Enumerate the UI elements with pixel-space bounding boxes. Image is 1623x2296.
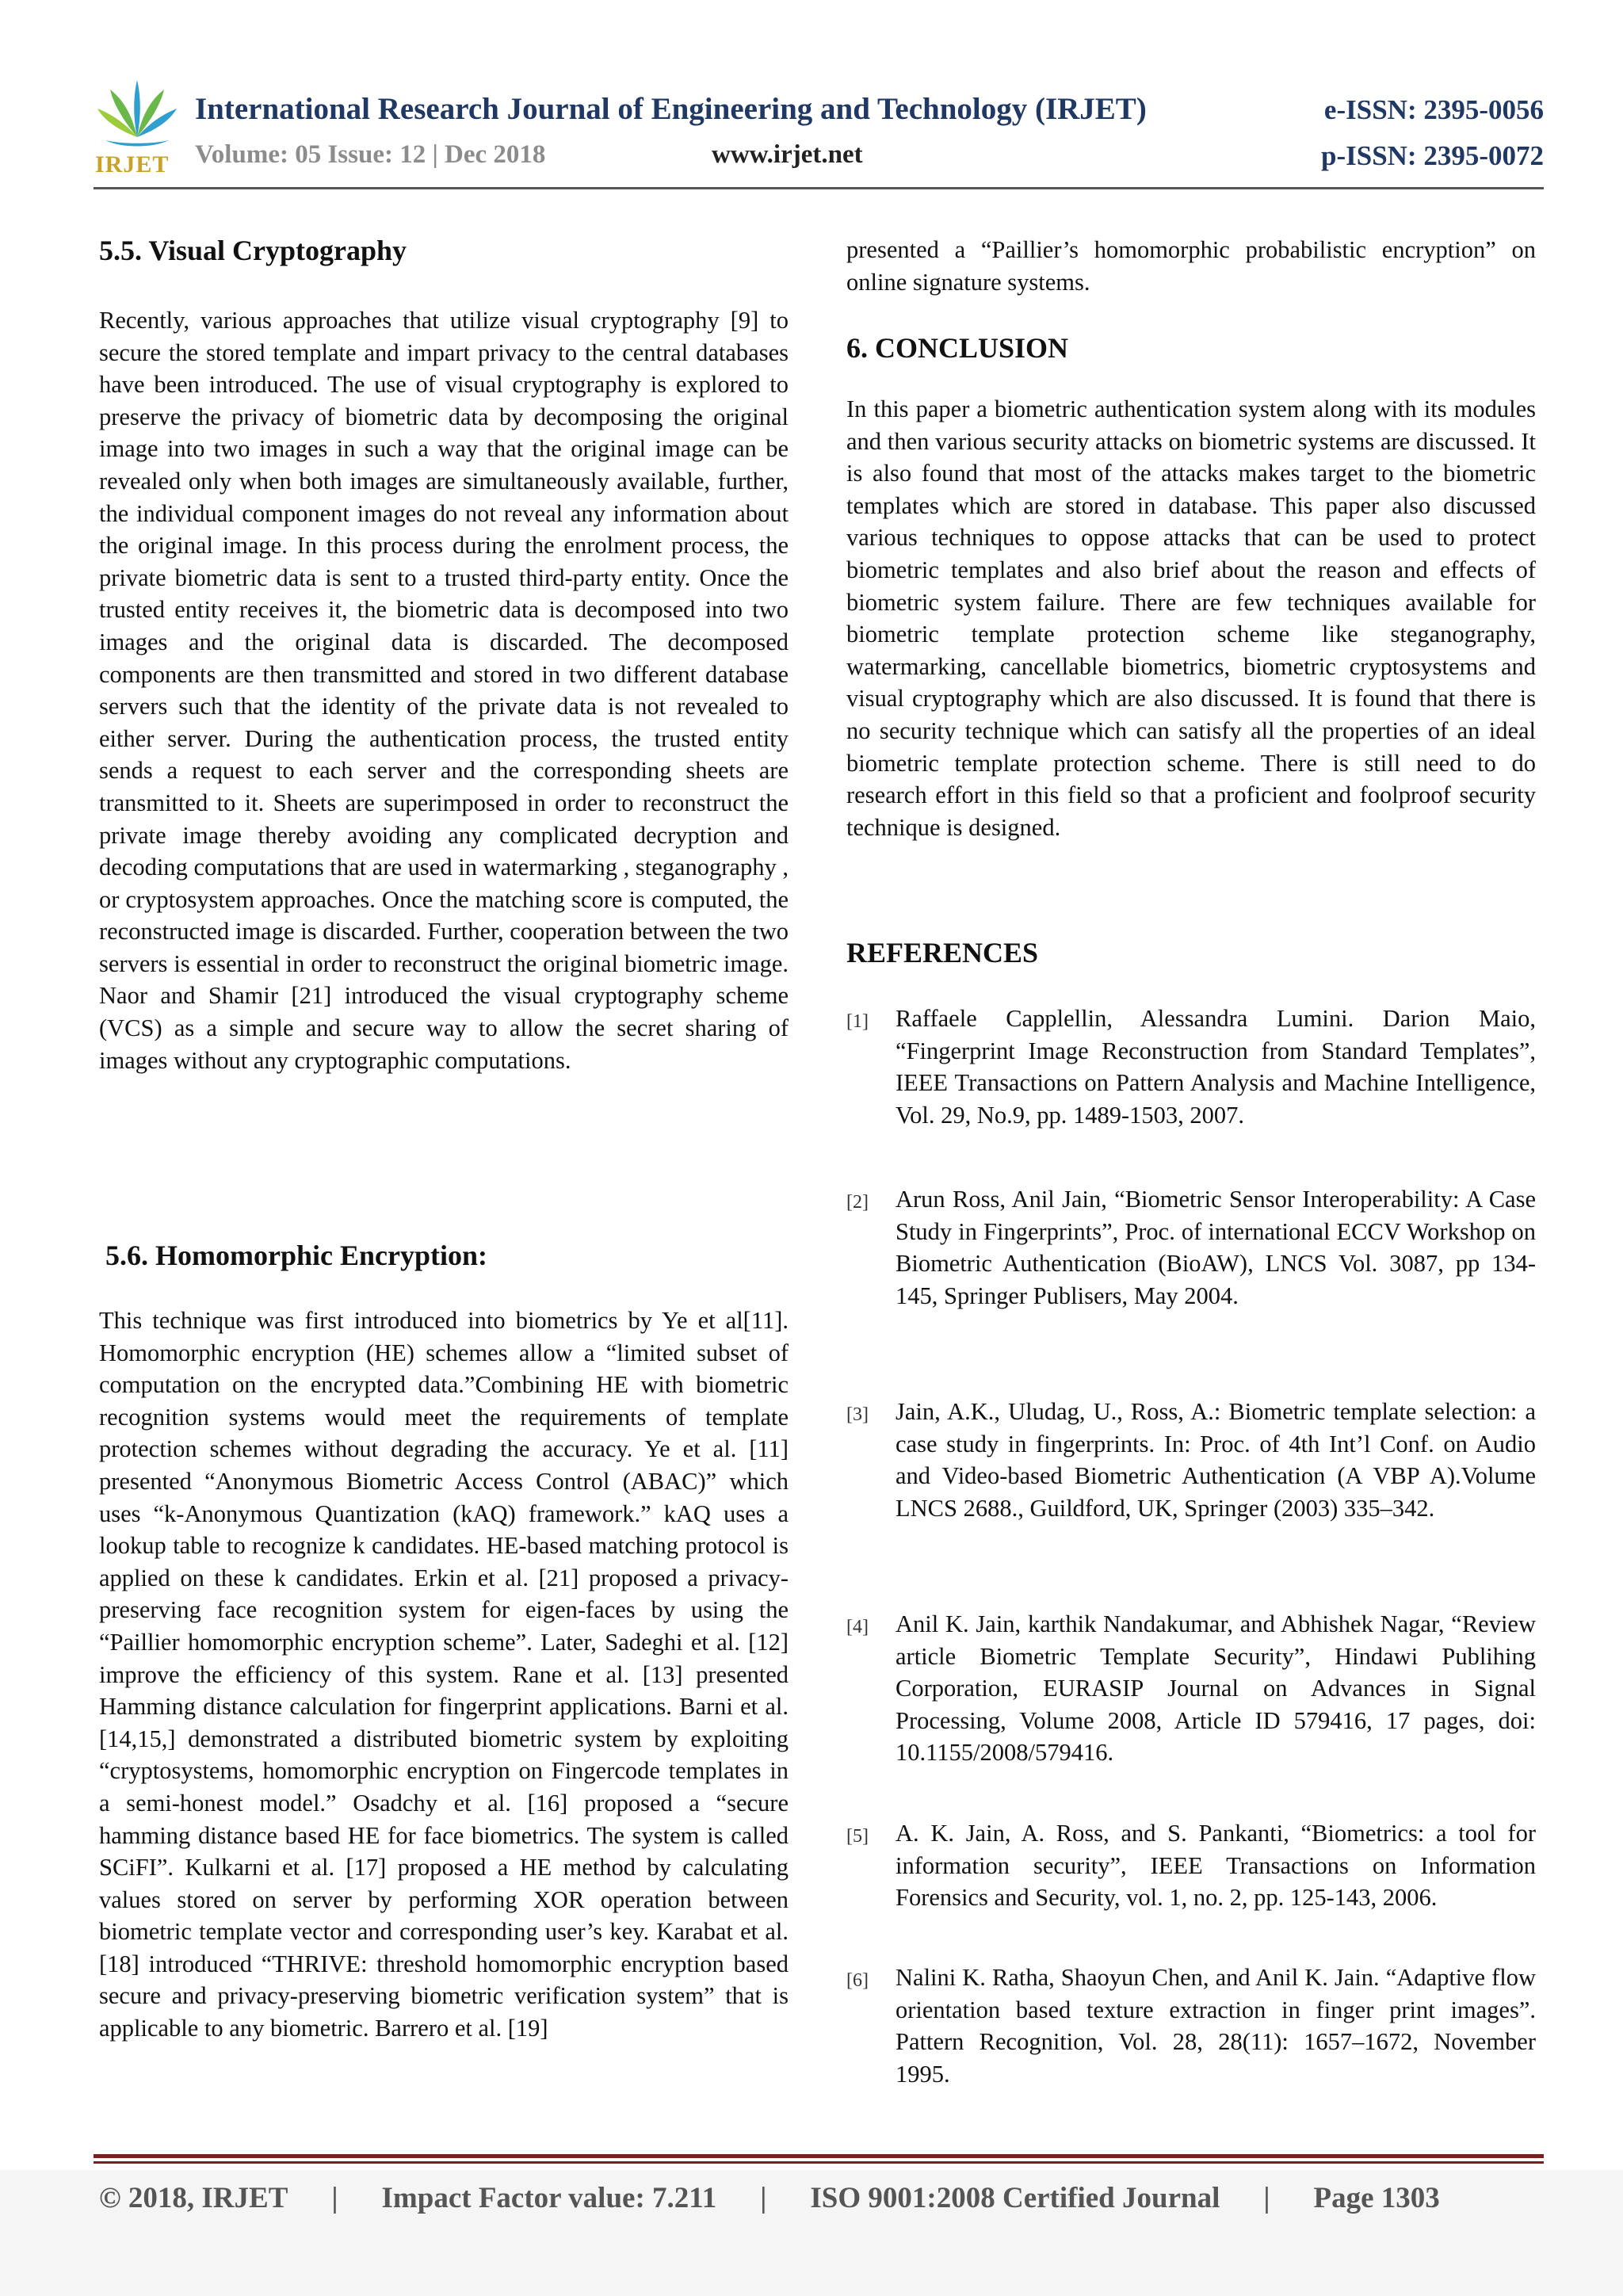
paragraph-continued: presented a “Paillier’s homomorphic probabilistic encryption” on online signature systems. [846,236,1536,296]
reference-number: [3] [846,1404,869,1425]
reference-text: A. K. Jain, A. Ross, and S. Pankanti, “Biometrics: a tool for information security”, IEEE Transactions on Information Forensics and Security, vol. 1, no. 2, pp. 125-143, 2006. [896,1820,1536,1912]
page-header [94,75,1544,186]
footer-separator: | [1263,2182,1270,2214]
reference-item [846,1396,1536,1524]
reference-item [846,1183,1536,1312]
reference-number: [4] [846,1617,869,1637]
footer-text [99,2181,1440,2215]
footer-separator: | [760,2182,767,2214]
paragraph-conclusion: In this paper a biometric authentication system along with its modules and then various security attacks on biometric systems are discussed. It is also found that most of the attacks makes target to the biometric templates which are stored in database. This paper also discussed various techniques to oppose attacks that can be used to protect biometric templates and also brief about the reason and effects of biometric system failure. There are few techniques available for biometric template protection scheme like steganography, watermarking, cancellable biometrics, biometric cryptosystems and visual cryptography which are also discussed. It is found that there is no security technique which can satisfy all the properties of an ideal biometric template protection scheme. There is still need to do research effort in this field so that a proficient and foolproof security technique is designed. [846,395,1536,841]
reference-number: [2] [846,1192,869,1213]
reference-item [846,1817,1536,1914]
reference-item [846,1003,1536,1131]
journal-title: International Research Journal of Engineering and Technology (IRJET) [195,92,1147,126]
header-divider [94,187,1544,189]
section-heading-visual-cryptography: 5.5. Visual Cryptography [99,235,407,266]
footer-divider-thick [94,2154,1544,2158]
reference-number: [1] [846,1011,869,1032]
paragraph-homomorphic-encryption: This technique was first introduced into biometrics by Ye et al[11]. Homomorphic encryption (HE) schemes allow a “limited subset of computation on the encrypted data.”Combining HE with biometric recognition systems would meet the requirements of template protection schemes without degrading the accuracy. Ye et al. [11] presented “Anonymous Biometric Access Control (ABAC)” which uses “k-Anonymous Quantization (kAQ) framework.” kAQ uses a lookup table to recognize k candidates. HE-based matching protocol is applied on these k candidates. Erkin et al. [21] proposed a privacy-preserving face recognition system for eigen-faces by using the “Paillier homomorphic encryption scheme”. Later, Sadeghi et al. [12] improve the efficiency of this system. Rane et al. [13] presented Hamming distance calculation for fingerprint applications. Barni et al. [14,15,] demonstrated a distributed biometric system by exploiting “cryptosystems, homomorphic encryption on Fingercode templates in a semi-honest model.” Osadchy et al. [16] proposed a “secure hamming distance based HE for face biometrics. The system is called SCiFI”. Kulkarni et al. [17] proposed a HE method by calculating values stored on server by performing XOR operation between biometric template vector and corresponding user’s key. Karabat et al. [18] introduced “THRIVE: threshold homomorphic encryption based secure and privacy-preserving biometric verification system” that is applicable to any biometric. Barrero et al. [19] [99,1307,789,2042]
footer-impact-factor: Impact Factor value: 7.211 [381,2182,717,2214]
page-footer [0,2170,1623,2296]
reference-item [846,1962,1536,2090]
volume-issue: Volume: 05 Issue: 12 | Dec 2018 [195,140,546,169]
section-heading-homomorphic-encryption: 5.6. Homomorphic Encryption: [105,1240,487,1271]
reference-text: Nalini K. Ratha, Shaoyun Chen, and Anil K. Jain. “Adaptive flow orientation based texture extraction in finger print images”. Pattern Recognition, Vol. 28, 28(11): 1657–1672, November 1995. [896,1964,1536,2088]
reference-item [846,1608,1536,1769]
footer-copyright: © 2018, IRJET [99,2182,288,2214]
reference-number: [6] [846,1970,869,1991]
logo-text: IRJET [95,151,170,178]
footer-divider-thin [94,2161,1544,2164]
section-heading-conclusion: 6. CONCLUSION [846,332,1069,364]
paragraph-visual-cryptography: Recently, various approaches that utilize visual cryptography [9] to secure the stored template and impart privacy to the central databases have been introduced. The use of visual cryptography is explored to preserve the privacy of biometric data by decomposing the original image into two images in such a way that the original image can be revealed only when both images are simultaneously available, further, the individual component images do not reveal any information about the original image. In this process during the enrolment process, the private biometric data is sent to a trusted third-party entity. Once the trusted entity receives it, the biometric data is decomposed into two images and the original data is discarded. The decomposed components are then transmitted and stored in two different database servers such that the identity of the private data is not revealed to either server. During the authentication process, the trusted entity sends a request to each server and the corresponding sheets are transmitted to it. Sheets are superimposed in order to reconstruct the private image thereby avoiding any complicated decryption and decoding computations that are used in watermarking , steganography , or cryptosystem approaches. Once the matching score is computed, the reconstructed image is discarded. Further, cooperation between the two servers is essential in order to reconstruct the original biometric image. Naor and Shamir [21] introduced the visual cryptography scheme (VCS) as a simple and secure way to allow the secret sharing of images without any cryptographic computations. [99,307,789,1074]
reference-text: Arun Ross, Anil Jain, “Biometric Sensor Interoperability: A Case Study in Fingerprints”, Proc. of international ECCV Workshop on Biometric Authentication (BioAW), LNCS Vol. 3087, pp 134-145, Springer Publisers, May 2004. [896,1186,1536,1309]
reference-text: Jain, A.K., Uludag, U., Ross, A.: Biometric template selection: a case study in fingerprints. In: Proc. of 4th Int’l Conf. on Audio and Video-based Biometric Authentication (A VBP A).Volume LNCS 2688., Guildford, UK, Springer (2003) 335–342. [896,1398,1536,1522]
footer-page-number: Page 1303 [1313,2182,1440,2214]
website-link[interactable]: www.irjet.net [712,140,863,169]
reference-number: [5] [846,1826,869,1847]
footer-separator: | [331,2182,338,2214]
reference-text: Raffaele Capplellin, Alessandra Lumini. Darion Maio, “Fingerprint Image Reconstruction from Standard Templates”, IEEE Transactions on Pattern Analysis and Machine Intelligence, Vol. 29, No.9, pp. 1489-1503, 2007. [896,1005,1536,1129]
reference-text: Anil K. Jain, karthik Nandakumar, and Abhishek Nagar, “Review article Biometric Template Security”, Hindawi Publihing Corporation, EURASIP Journal on Advances in Signal Processing, Volume 2008, Article ID 579416, 17 pages, doi: 10.1155/2008/579416. [896,1610,1536,1767]
section-heading-references: REFERENCES [846,937,1039,968]
e-issn: e-ISSN: 2395-0056 [1323,94,1544,125]
footer-iso: ISO 9001:2008 Certified Journal [810,2182,1220,2214]
p-issn: p-ISSN: 2395-0072 [1320,140,1544,171]
